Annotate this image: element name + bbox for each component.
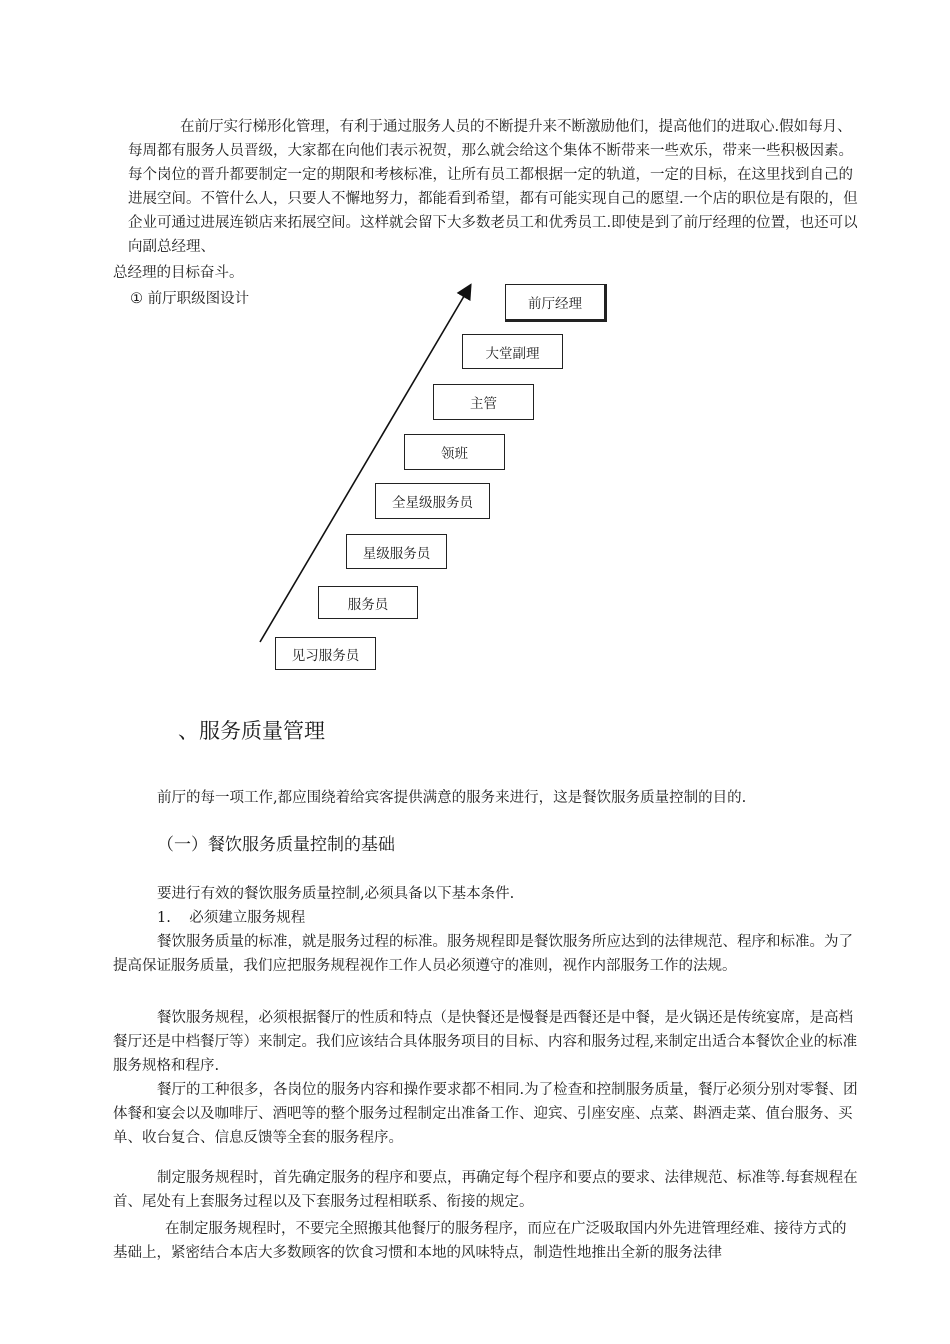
intro-paragraph: 在前厅实行梯形化管理，有利于通过服务人员的不断提升来不断激励他们，提高他们的进取心.假如每月、每周都有服务人员晋级，大家都在向他们表示祝贺，那么就会给这个集体不断带来一些欢乐，带来一些积极因素。每个岗位的晋升都要制定一定的期限和考核标准，让所有员工都根据一定的轨道，一定的目标，在这里找到自己的进展空间。不管什么人，只要人不懈地努力，都能看到希望，都有可能实现自己的愿望.一个店的职位是有限的，但企业可通过进展连锁店来拓展空间。这样就会留下大多数老员工和优秀员工.即使是到了前厅经理的位置，也还可以向副总经理、 [128, 119, 858, 255]
ladder-level-8: 前厅经理 [505, 284, 607, 322]
item-1-heading: 1. 必须建立服务规程 [157, 910, 306, 926]
paragraph-1: 餐饮服务质量的标准，就是服务过程的标准。服务规程即是餐饮服务所应达到的法律规范、程序和标准。为了提高保证服务质量，我们应把服务规程视作工作人员必须遵守的准则，视作内部服务工作的法规。 [113, 934, 853, 974]
conditions-text: 要进行有效的餐饮服务质量控制,必须具备以下基本条件. [157, 886, 515, 902]
ladder-level-3: 星级服务员 [346, 534, 447, 569]
paragraph-5: 在制定服务规程时，不要完全照搬其他餐厅的服务程序，而应在广泛吸取国内外先进管理经难、接待方式的基础上，紧密结合本店大多数顾客的饮食习惯和本地的风味特点，制造性地推出全新的服务法律 [113, 1221, 847, 1261]
ladder-level-4: 全星级服务员 [375, 483, 490, 519]
paragraph-2: 餐饮服务规程，必须根据餐厅的性质和特点（是快餐还是慢餐是西餐还是中餐，是火锅还是传统宴席，是高档餐厅还是中档餐厅等）来制定。我们应该结合具体服务项目的目标、内容和服务过程,来制定出适合本餐饮企业的标准服务规格和程序. [113, 1010, 858, 1074]
paragraph-4: 制定服务规程时，首先确定服务的程序和要点，再确定每个程序和要点的要求、法律规范、标准等.每套规程在首、尾处有上套服务过程以及下套服务过程相联系、衔接的规定。 [113, 1170, 858, 1210]
ladder-level-6: 主管 [433, 384, 534, 420]
paragraph-3: 餐厅的工种很多，各岗位的服务内容和操作要求都不相同.为了检查和控制服务质量，餐厅必须分别对零餐、团体餐和宴会以及咖啡厅、酒吧等的整个服务过程制定出准备工作、迎宾、引座安座、点菜、斟酒走菜、值台服务、买单、收台复合、信息反馈等全套的服务程序。 [113, 1082, 858, 1146]
diagram-caption: ① 前厅职级图设计 [130, 291, 250, 307]
section-title: 、服务质量管理 [178, 719, 325, 743]
ladder-level-1: 见习服务员 [275, 637, 376, 670]
ladder-level-2: 服务员 [318, 586, 418, 619]
ladder-level-5: 领班 [404, 434, 505, 470]
subsection-title: （一）餐饮服务质量控制的基础 [157, 835, 395, 855]
section-intro: 前厅的每一项工作,都应围绕着给宾客提供满意的服务来进行，这是餐饮服务质量控制的目的. [157, 790, 747, 806]
ladder-level-7: 大堂副理 [462, 334, 563, 369]
intro-continuation: 总经理的目标奋斗。 [113, 265, 244, 281]
